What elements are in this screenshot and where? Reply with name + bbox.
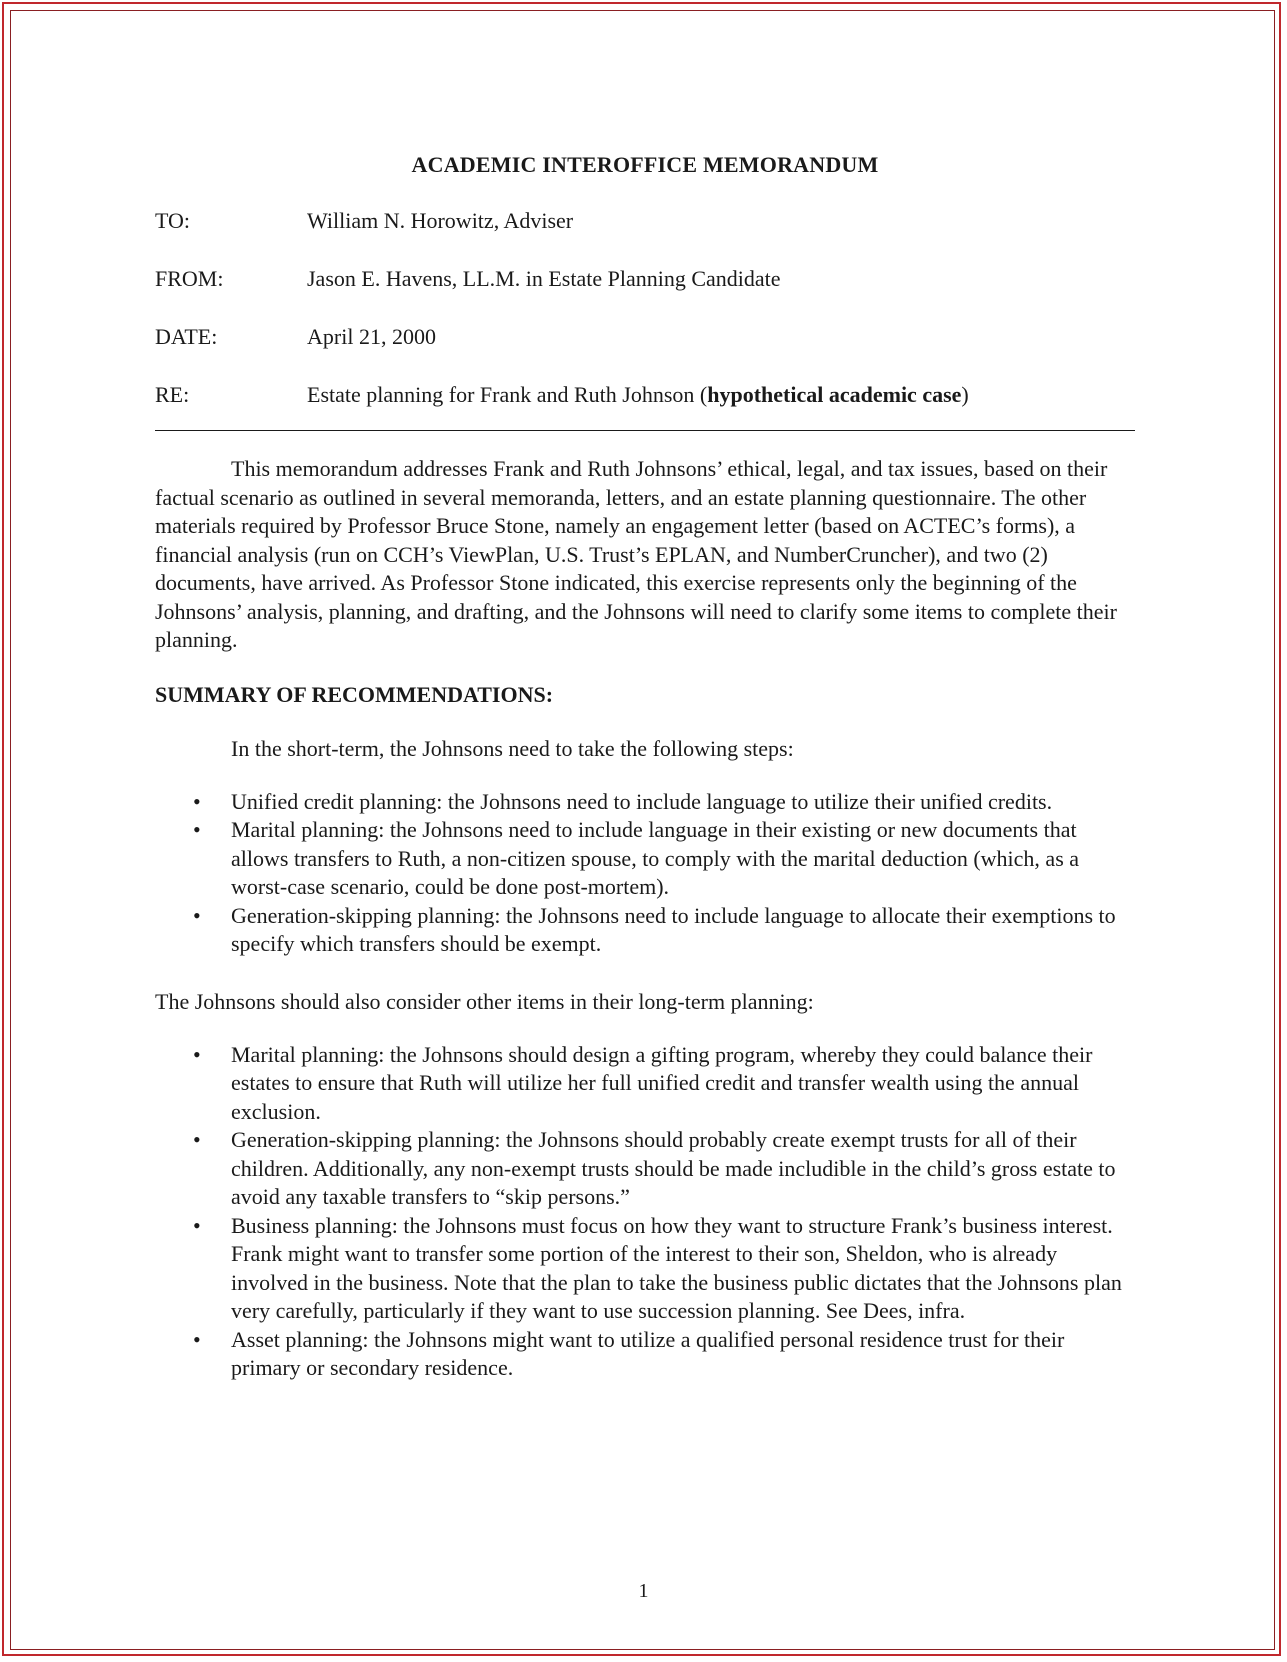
header-divider [155,430,1135,431]
bullet-icon: • [193,788,201,814]
bullet-icon: • [193,1212,201,1238]
list-item [155,1212,1135,1326]
from-value: Jason E. Havens, LL.M. in Estate Planning Candidate [307,266,781,291]
bullet-icon: • [193,1041,201,1067]
bullet-icon: • [193,902,201,928]
list-item [155,788,1135,817]
list-item [155,1041,1135,1127]
re-row [155,380,1135,414]
summary-heading: SUMMARY OF RECOMMENDATIONS: [155,681,554,707]
re-prefix: Estate planning for Frank and Ruth Johnson ( [307,382,708,407]
list-item [155,1326,1135,1383]
list-item-text: Marital planning: the Johnsons need to include language in their existing or new documents that allows transfers to Ruth, a non-citizen spouse, to comply with the marital deduction (which, as a worst-case scenario, could be done post-mortem). [231,817,1080,899]
list-item [155,816,1135,902]
bullet-icon: • [193,817,201,842]
memo-title: ACADEMIC INTEROFFICE MEMORANDUM [411,152,879,177]
to-value: William N. Horowitz, Adviser [307,208,574,233]
list-item [155,902,1135,959]
re-label: RE: [155,382,190,407]
memo-page [155,148,1135,1383]
list-item-text: Asset planning: the Johnsons might want to utilize a qualified personal residence trust for their primary or secondary residence. [231,1326,1065,1380]
to-row [155,206,1135,264]
re-bold: hypothetical academic case [707,382,962,407]
page-number: 1 [638,1580,649,1602]
re-suffix: ) [961,382,969,407]
bullet-icon: • [193,1127,201,1152]
intro-paragraph: This memorandum addresses Frank and Ruth Johnsons’ ethical, legal, and tax issues, based on their factual scenario as outlined in several memoranda, letters, and an estate planning questionnaire. The other materials required by Professor Bruce Stone, namely an engagement letter (based on ACTEC’s forms), a financial analysis (run on CCH’s ViewPlan, U.S. Trust’s EPLAN, and NumberCruncher), and two (2) documents, have arrived. As Professor Stone indicated, this exercise represents only the beginning of the Johnsons’ analysis, planning, and drafting, and the Johnsons will need to clarify some items to complete their planning. [155,456,1117,652]
list-item-text: Generation-skipping planning: the Johnsons need to include language to allocate their exemptions to specify which transfers should be exempt. [231,902,1116,956]
list-item-text: Marital planning: the Johnsons should design a gifting program, whereby they could balance their estates to ensure that Ruth will utilize her full unified credit and transfer wealth using the annual exclusion. [231,1041,1093,1124]
short-term-intro: In the short-term, the Johnsons need to take the following steps: [231,735,794,761]
list-item [155,1126,1135,1212]
long-term-intro: The Johnsons should also consider other items in their long-term planning: [155,988,814,1014]
list-item-text: Generation-skipping planning: the Johnsons should probably create exempt trusts for all of their children. Additionally, any non-exempt trusts should be made includible in the child’s gross estate to avoid any taxable transfers to “skip persons.” [231,1127,1116,1209]
date-row [155,322,1135,380]
short-term-list [155,788,1135,959]
date-label: DATE: [155,324,218,349]
from-row [155,264,1135,322]
re-value [307,380,969,414]
from-label: FROM: [155,266,224,291]
date-value: April 21, 2000 [307,324,436,349]
list-item-text: Unified credit planning: the Johnsons need to include language to utilize their unified credits. [231,788,1053,814]
list-item-text: Business planning: the Johnsons must focus on how they want to structure Frank’s business interest. Frank might want to transfer some portion of the interest to their son, Sheldon, who is already involved in the business. Note that the plan to take the business public dictates that the Johnsons plan very carefully, particularly if they want to use succession planning. See Dees, infra. [231,1212,1122,1323]
long-term-list [155,1041,1135,1383]
to-label: TO: [155,208,191,233]
bullet-icon: • [193,1326,201,1352]
